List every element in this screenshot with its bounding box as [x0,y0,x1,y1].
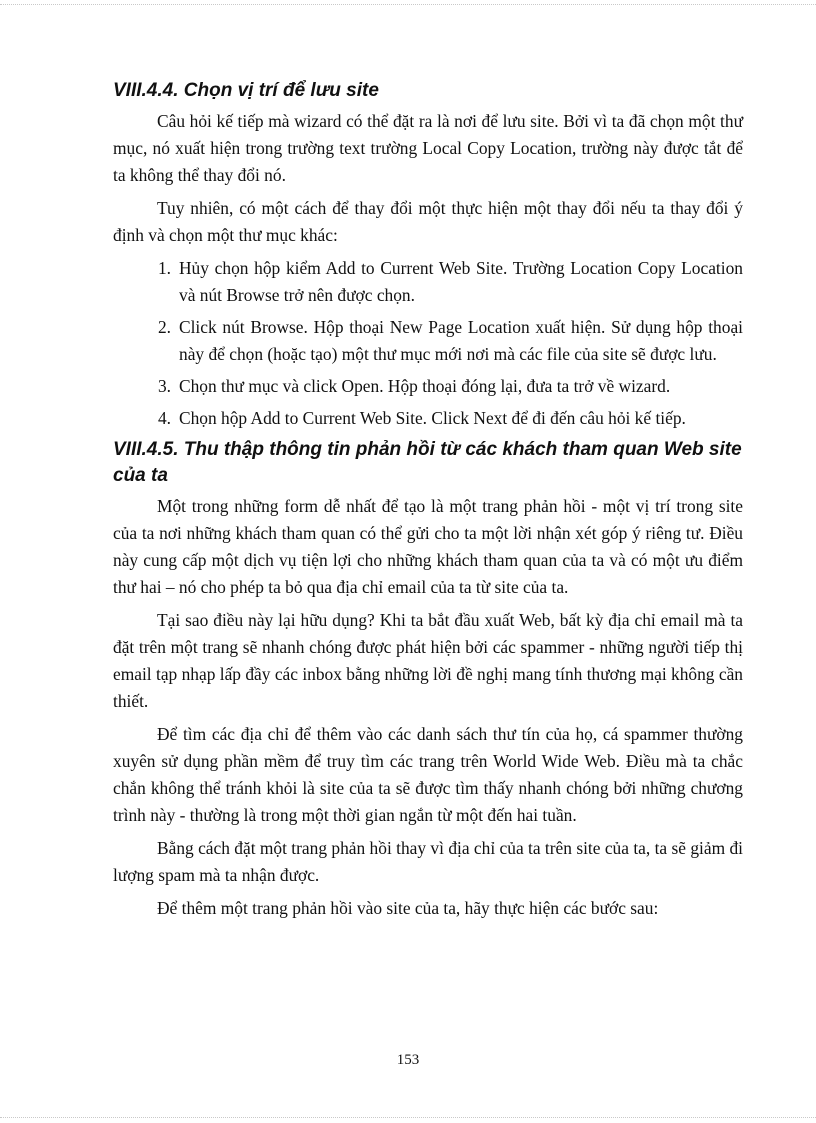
list-item-text: Hủy chọn hộp kiểm Add to Current Web Site. Trường Location Copy Location và nút Browse trở nên được chọn. [179,258,743,305]
paragraph: Tuy nhiên, có một cách để thay đổi một thực hiện một thay đổi nếu ta thay đổi ý định và chọn một thư mục khác: [113,198,743,245]
list-item-text: Chọn hộp Add to Current Web Site. Click Next để đi đến câu hỏi kế tiếp. [179,408,686,428]
paragraph: Để tìm các địa chỉ để thêm vào các danh sách thư tín của họ, cá spammer thường xuyên sử dụng phần mềm để truy tìm các trang trên World Wide Web. Điều mà ta chắc chắn không thể tránh khỏi là site của ta sẽ được tìm thấy nhanh chóng bởi những chương trình này - thường là trong một thời gian ngắn từ một đến hai tuần. [113,724,743,825]
paragraph: Một trong những form dễ nhất để tạo là một trang phản hồi - một vị trí trong site của ta nơi những khách tham quan có thể gửi cho ta một lời nhận xét góp ý riêng tư. Điều này cung cấp một dịch vụ tiện lợi cho những khách tham quan của ta và có một ưu điểm thư hai – nó cho phép ta bỏ qua địa chỉ email của ta từ site của ta. [113,496,743,597]
paragraph: Để thêm một trang phản hồi vào site của ta, hãy thực hiện các bước sau: [157,898,659,918]
paragraph: Câu hỏi kế tiếp mà wizard có thể đặt ra là nơi để lưu site. Bởi vì ta đã chọn một thư mục, nó xuất hiện trong trường text trường Local Copy Location, trường này được tắt để ta không thể thay đổi nó. [113,111,743,185]
list-item-text: Click nút Browse. Hộp thoại New Page Location xuất hiện. Sử dụng hộp thoại này để chọn (hoặc tạo) một thư mục mới nơi mà các file của site sẽ được lưu. [179,317,743,364]
paragraph: Tại sao điều này lại hữu dụng? Khi ta bắt đầu xuất Web, bất kỳ địa chỉ email mà ta đặt trên một trang sẽ nhanh chóng được phát hiện bởi các spammer - những người tiếp thị email tạp nhạp lấp đầy các inbox bằng những lời đề nghị mang tính thương mại không cần thiết. [113,610,743,711]
paragraph: Bằng cách đặt một trang phản hồi thay vì địa chỉ của ta trên site của ta, ta sẽ giảm đi lượng spam mà ta nhận được. [113,838,743,885]
list-item [113,314,743,368]
steps-list [113,255,743,432]
list-item-number: 4. [157,408,171,428]
list-item [113,255,743,309]
page-number: 153 [396,1052,420,1068]
list-item-number: 3. [157,376,171,396]
list-item [113,405,743,432]
page-top-border [0,4,816,5]
section-heading-884: VIII.4.4. Chọn vị trí để lưu site [113,80,379,101]
section-heading-885: VIII.4.5. Thu thập thông tin phản hồi từ các khách tham quan Web site của ta [113,439,742,486]
page-content [113,78,743,928]
list-item-number: 2. [157,317,171,337]
page-bottom-border [0,1117,816,1118]
list-item-text: Chọn thư mục và click Open. Hộp thoại đóng lại, đưa ta trở về wizard. [179,376,671,396]
list-item [113,373,743,400]
list-item-number: 1. [157,258,171,278]
